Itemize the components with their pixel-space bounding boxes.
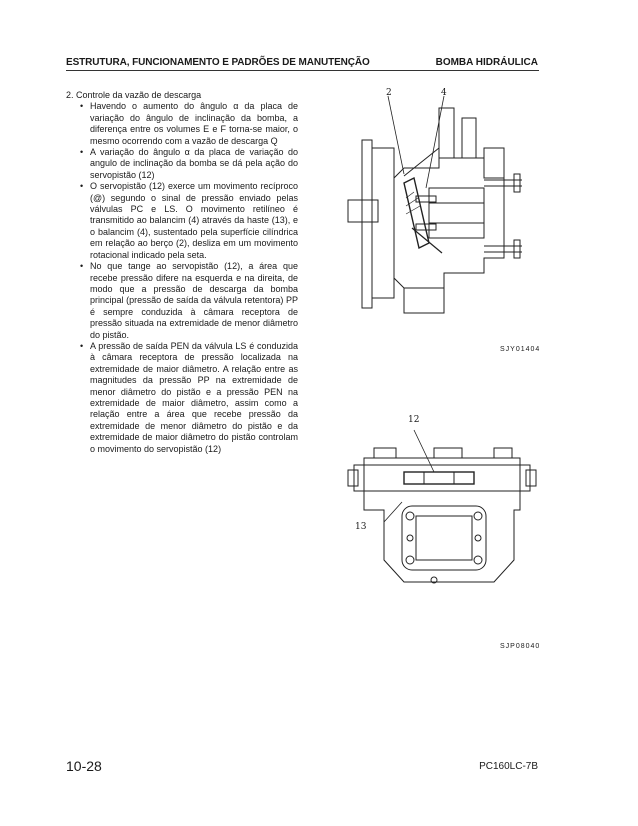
servo-piston-figure: [344, 410, 540, 610]
callout-label: 12: [408, 415, 420, 425]
bullet-list: [66, 101, 298, 455]
text-column: [66, 90, 298, 455]
figure-code: SJP08040: [500, 643, 541, 650]
callout-label: 2: [386, 88, 392, 98]
callout-label: 4: [441, 88, 447, 98]
bullet-item: • Havendo o aumento do ângulo α da placa de variação do ângulo de inclinação da bomba, a diferença entre os volumes E e F torna-se maior, o mesmo ocorrendo com a vazão de descarga Q: [82, 101, 298, 147]
figure-code: SJY01404: [500, 346, 541, 353]
header-section-title: ESTRUTURA, FUNCIONAMENTO E PADRÕES DE MANUTENÇÃO: [66, 57, 370, 68]
pump-cross-section-figure: [344, 88, 540, 356]
bullet-item: • A variação do ângulo α da placa de variação do angulo de inclinação da bomba se dá pela ação do servopistão (12): [82, 147, 298, 181]
header-component-title: BOMBA HIDRÁULICA: [435, 57, 538, 68]
bullet-item: • O servopistão (12) exerce um movimento recíproco (@) segundo o sinal de pressão enviado pelas válvulas PC e LS. O movimento retilíneo é transmitido ao balancim (4) através da haste (13), e o balancim (4), sustentado pela superfície cilíndrica em relação ao berço (2), desliza em um movimento rotacional indicado pela seta.: [82, 181, 298, 261]
page-number: 10-28: [66, 758, 102, 774]
section-title: 2. Controle da vazão de descarga: [66, 90, 202, 100]
callout-label: 13: [355, 522, 367, 532]
bullet-item: • No que tange ao servopistão (12), a área que recebe pressão difere na esquerda e na direita, de modo que a pressão de descarga da bomba principal (pressão de saída da válvula retentora) PP é sempre conduzida à câmara receptora de pressão situada na extremidade de menor diâmetro do pistão.: [82, 261, 298, 341]
model-label: PC160LC-7B: [479, 761, 538, 772]
bullet-item: • A pressão de saída PEN da válvula LS é conduzida à câmara receptora de pressão localizada na extremidade de maior diâmetro. A relação entre as magnitudes da pressão PP na extremidade de menor diâmetro do pistão e a pressão PEN na extremidade de maior diâmetro, assim como a relação entre a área que recebe pressão da extremidade de menor diâmetro do pistão e da extremidade de maior diâmetro do pistão controlam o movimento do servopistão (12): [82, 341, 298, 455]
header-divider: [66, 70, 539, 71]
